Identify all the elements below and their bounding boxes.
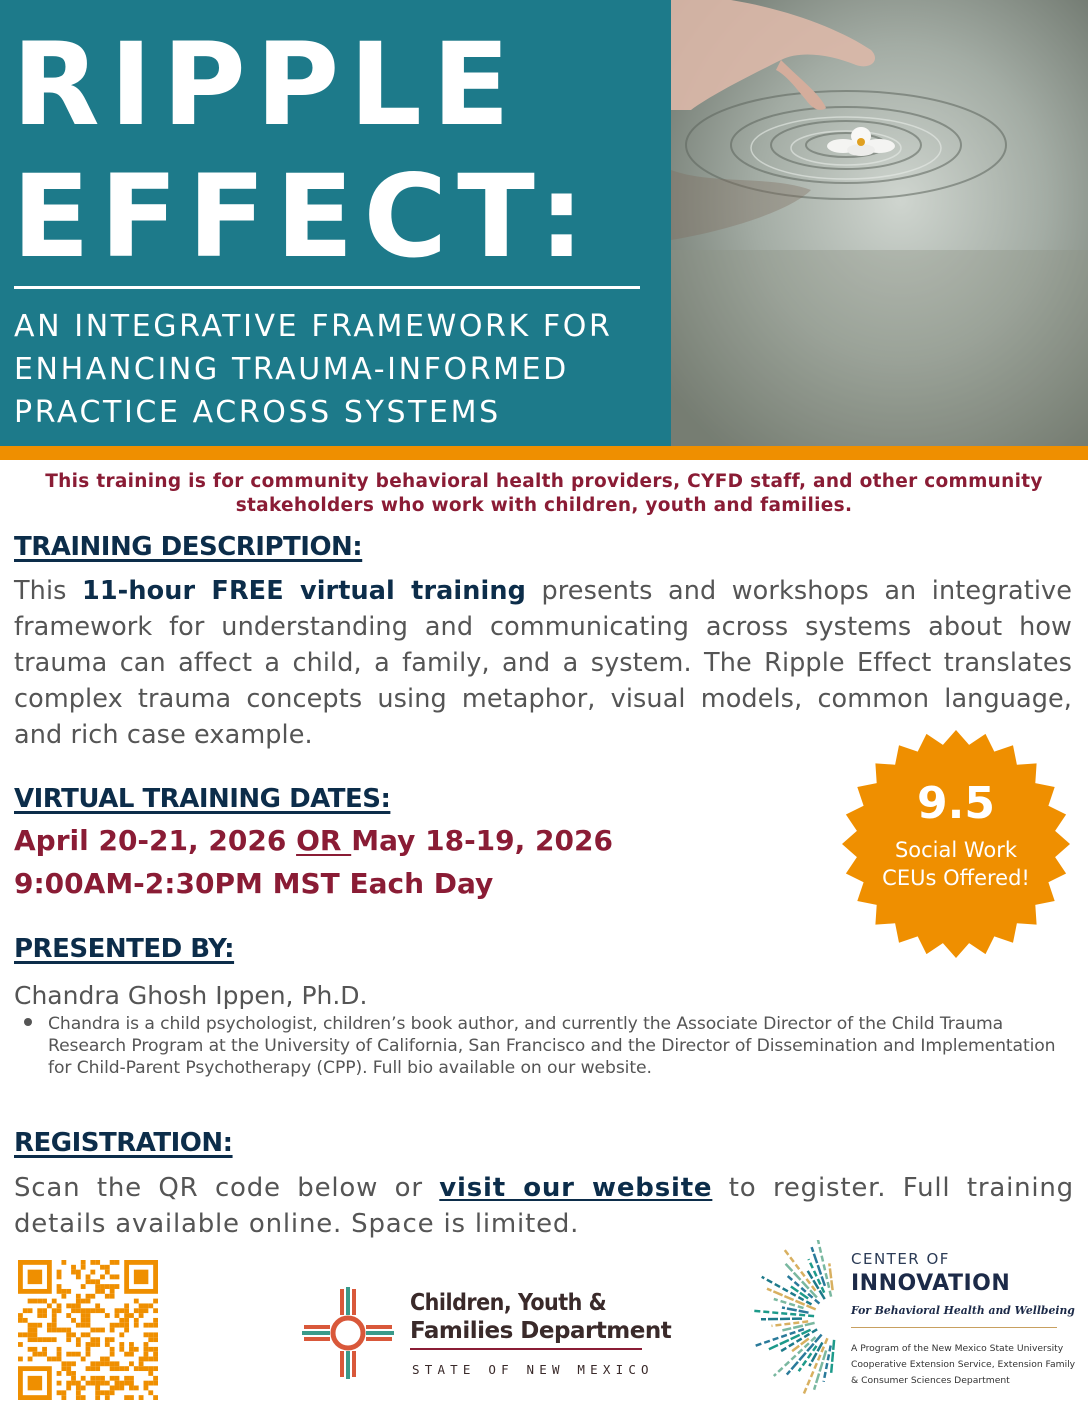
training-description-heading: TRAINING DESCRIPTION: — [14, 532, 363, 562]
accent-bar — [0, 446, 1088, 460]
presenter-bio: Chandra is a child psychologist, children’s book author, and currently the Associate Director of the Child Trauma Research Program at the University of California, San Francisco and the Director of Dissemination and Implementation for Child-Parent Psychotherapy (CPP). Full bio available on our website. — [48, 1014, 1056, 1078]
desc-body: presents and workshops an integrative framework for understanding and communicating across systems about how trauma can affect a child, a family, and a system. The Ripple Effect translates complex trauma concepts using metaphor, visual models, common language, and rich case example. — [14, 576, 1072, 750]
date-1: April 20-21, 2026 — [14, 824, 297, 857]
website-link[interactable]: visit our website — [439, 1173, 713, 1203]
date-2: May 18-19, 2026 — [351, 824, 613, 857]
date-or: OR — [296, 824, 352, 857]
cyfd-divider — [410, 1348, 642, 1350]
coi-divider — [851, 1327, 1057, 1328]
header-banner — [0, 0, 1088, 446]
training-dates-heading: VIRTUAL TRAINING DATES: — [14, 784, 391, 814]
cyfd-name-line2: Families Department — [410, 1318, 672, 1344]
ceu-label-line1: Social Work — [894, 838, 1018, 862]
cyfd-name-line1: Children, Youth & — [410, 1290, 607, 1316]
subtitle-line: PRACTICE ACROSS SYSTEMS — [14, 395, 501, 430]
ceu-label-line2: CEUs Offered! — [882, 866, 1030, 890]
title-line-2: EFFECT: — [12, 150, 595, 283]
desc-lead: This — [14, 576, 82, 606]
coi-tagline: For Behavioral Health and Wellbeing — [851, 1304, 1075, 1317]
bullet-icon — [24, 1018, 32, 1026]
zia-sun-icon — [300, 1285, 396, 1381]
training-time: 9:00AM-2:30PM MST Each Day — [14, 867, 494, 900]
innovation-burst-icon — [750, 1240, 842, 1396]
desc-highlight: 11-hour FREE virtual training — [82, 576, 526, 606]
reg-lead: Scan the QR code below or — [14, 1173, 440, 1203]
coi-line1: CENTER OF — [851, 1250, 950, 1268]
reg-tail: to register. Full training details available online. Space is limited. — [14, 1173, 1074, 1239]
subtitle-line: ENHANCING TRAUMA-INFORMED — [14, 352, 569, 387]
title-divider — [14, 286, 640, 289]
presenter-name: Chandra Ghosh Ippen, Ph.D. — [14, 981, 368, 1010]
training-description — [14, 573, 1072, 753]
ceu-number: 9.5 — [917, 778, 995, 829]
coi-program-note: A Program of the New Mexico State University Cooperative Extension Service, Extension Family & Consumer Sciences Department — [851, 1343, 1076, 1386]
ripple-photo — [671, 0, 1088, 446]
training-dates — [14, 826, 613, 857]
registration-text — [14, 1170, 1074, 1242]
subtitle-line: AN INTEGRATIVE FRAMEWORK FOR — [14, 309, 613, 344]
title-line-1: RIPPLE — [12, 18, 520, 151]
title-panel — [0, 0, 671, 446]
audience-statement: This training is for community behavioral health providers, CYFD staff, and other community stakeholders who work with children, youth and families. — [45, 471, 1043, 516]
cyfd-state: STATE OF NEW MEXICO — [412, 1362, 654, 1377]
qr-code-icon[interactable] — [18, 1260, 158, 1400]
registration-heading: REGISTRATION: — [14, 1128, 233, 1158]
subtitle — [14, 305, 654, 434]
presented-by-heading: PRESENTED BY: — [14, 934, 235, 964]
coi-line2: INNOVATION — [851, 1271, 1011, 1296]
